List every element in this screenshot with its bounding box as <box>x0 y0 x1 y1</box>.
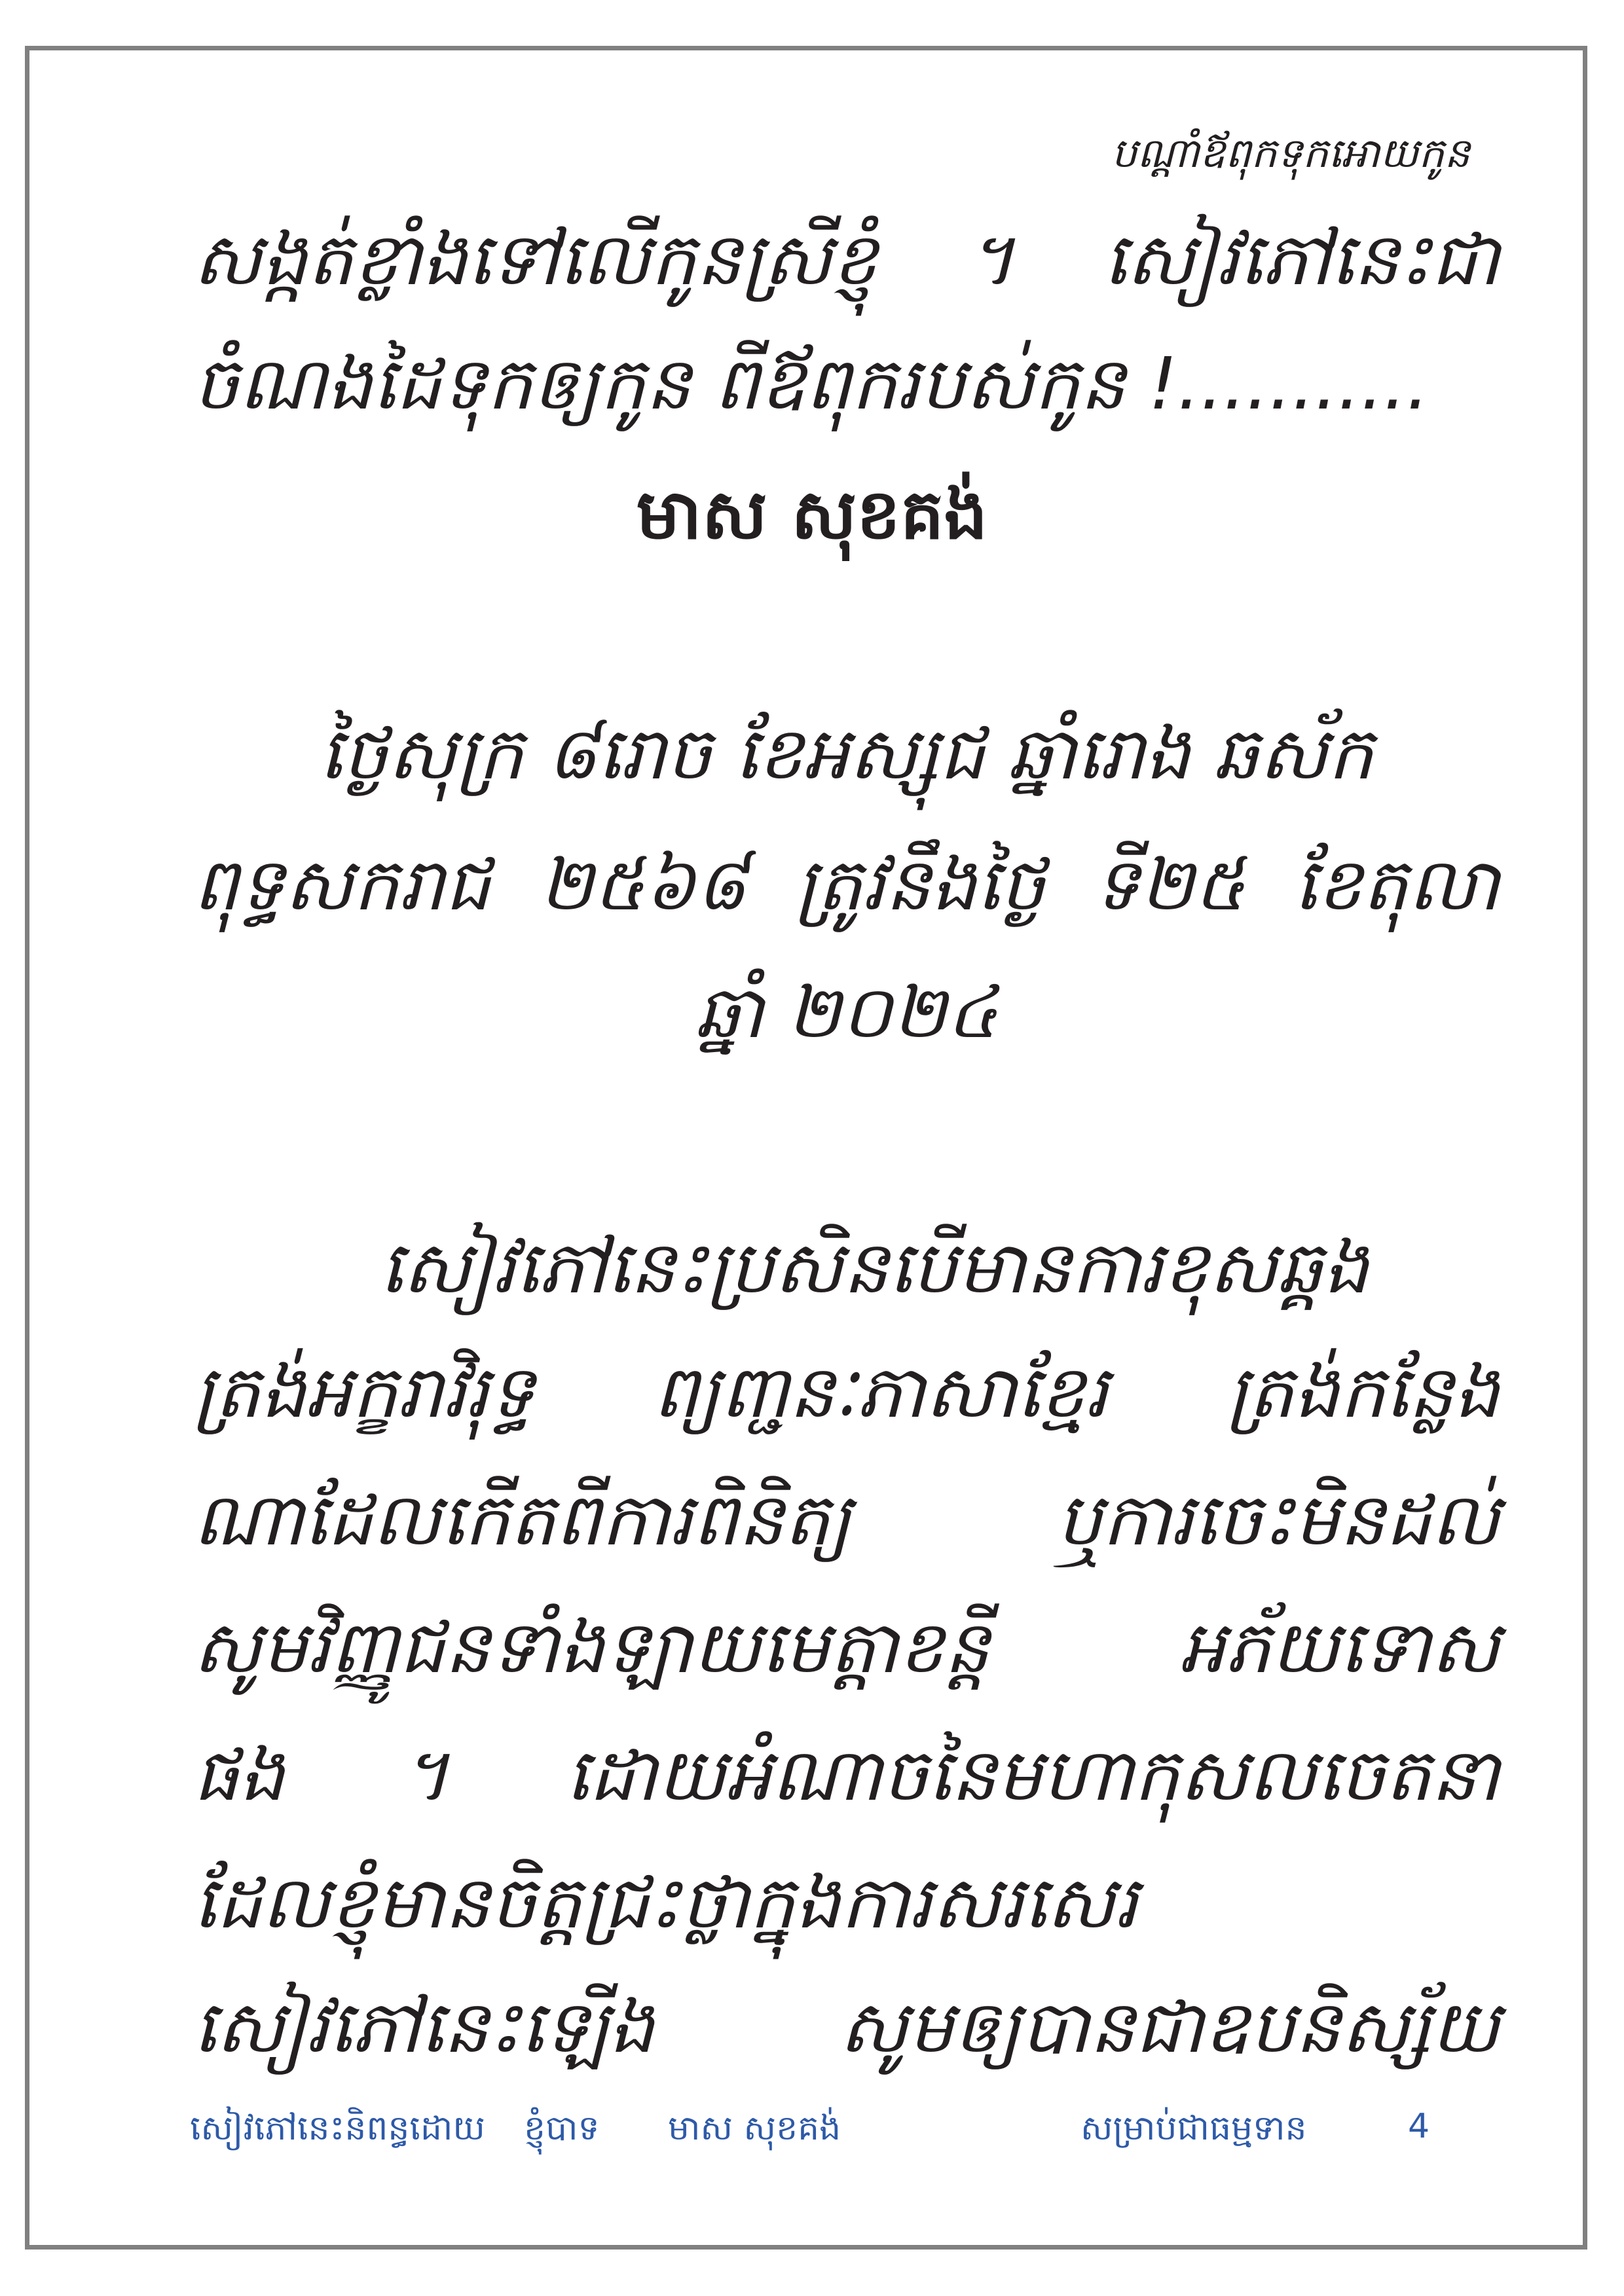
running-header: បណ្តាំឪពុកទុកអោយកូន <box>1111 129 1470 177</box>
body-line-2: ត្រង់អក្ខរាវិរុទ្ធ ព្យញ្ជនៈភាសាខ្មែរ ត្រង់កន្លែង <box>193 1350 1500 1434</box>
footer-pronoun: ខ្ញុំបាទ <box>524 2109 600 2148</box>
body-line-5: ផង ។ ដោយអំណាចនៃមហាកុសលចេតនា <box>193 1733 1500 1817</box>
page-number: 4 <box>1408 2107 1430 2146</box>
date-line-3: ឆ្នាំ ២០២៤ <box>695 970 998 1054</box>
date-line-1: ថ្ងៃសុក្រ ៨រោច ខែអស្សុជ ឆ្នាំរោង ឆស័ក <box>319 712 1374 795</box>
footer-book-by: សៀវភៅនេះនិពន្ធដោយ <box>190 2109 485 2148</box>
date-line-2: ពុទ្ធសករាជ ២៥៦៨ ត្រូវនឹងថ្ងៃ ទី២៥ ខែតុលា <box>193 843 1500 926</box>
body-line-6: ដែលខ្ញុំមានចិត្តជ្រះថ្លាក្នុងការសរសេរ <box>193 1861 1138 1944</box>
intro-line-2: ចំណងដៃទុកឲ្យកូន ពីឪពុករបស់កូន !........... <box>193 342 1430 426</box>
footer-purpose: សម្រាប់ជាធម្មទាន <box>1080 2109 1307 2148</box>
body-line-7: សៀវភៅនេះឡើង សូមឲ្យបានជាឧបនិស្ស័យ <box>193 1985 1500 2069</box>
body-line-1: សៀវភៅនេះប្រសិនបើមានការខុសឆ្គង <box>380 1226 1369 1309</box>
footer-author: មាស សុខគង់ <box>668 2109 841 2148</box>
author-name: មាស សុខគង់ <box>636 475 988 555</box>
intro-line-1: សង្កត់ខ្លាំងទៅលើកូនស្រីខ្ញុំ ។ សៀវភៅនេះជា <box>193 217 1500 301</box>
body-line-4: សូមវិញ្ញូជនទាំងឡាយមេត្តាខន្តី អភ័យទោស <box>193 1605 1500 1689</box>
body-line-3: ណាដែលកើតពីការពិនិត្យ ឬការចេះមិនដល់ <box>193 1478 1500 1561</box>
